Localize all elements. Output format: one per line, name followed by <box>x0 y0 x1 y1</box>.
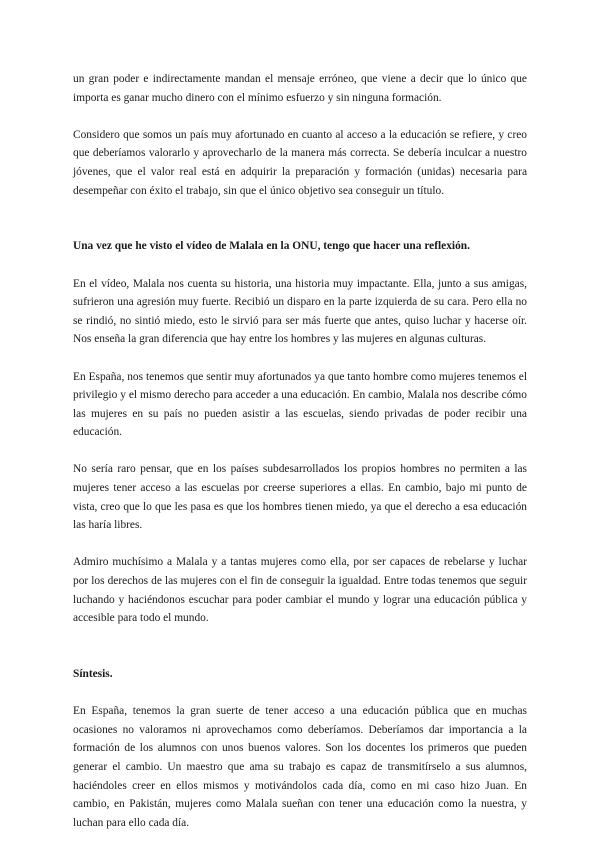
paragraph-spain-privilege: En España, nos tenemos que sentir muy afortunados ya que tanto hombre como mujeres tenemos el privilegio y el mismo derecho para acceder a una educación. En cambio, Malala nos describe cómo las mujeres en su país no pueden asistir a las escuelas, siendo privadas de poder recibir una educación. <box>73 370 527 439</box>
section-heading-synthesis: Síntesis. <box>73 668 113 680</box>
paragraph-malala-story: En el vídeo, Malala nos cuenta su historia, una historia muy impactante. Ella, junto a sus amigas, sufrieron una agresión muy fuerte. Recibió un disparo en la parte izquierda de su cara. Pero ella no se rindió, no sintió miedo, esto le sirvió para ser más fuerte que antes, quiso luchar y hacerse oír. Nos enseña la gran diferencia que hay entre los hombres y las mujeres en algunas culturas. <box>73 277 527 346</box>
paragraph-admiration: Admiro muchísimo a Malala y a tantas mujeres como ella, por ser capaces de rebelarse y luchar por los derechos de las mujeres con el fin de conseguir la igualdad. Entre todas tenemos que seguir luchando y haciéndonos escuchar para poder cambiar el mundo y lograr una educación pública y accesible para todo el mundo. <box>73 556 527 625</box>
document-body <box>73 70 527 832</box>
paragraph-synthesis: En España, tenemos la gran suerte de tener acceso a una educación pública que en muchas ocasiones no valoramos ni aprovechamos como deberíamos. Deberíamos dar importancia a la formación de los alumnos con unos buenos valores. Son los docentes los primeros que pueden generar el cambio. Un maestro que ama su trabajo es capaz de transmitírselo a sus alumnos, haciéndoles creer en ellos mismos y motivándolos cada día, como en mi caso hizo Juan. En cambio, en Pakistán, mujeres como Malala sueñan con tener una educación como la nuestra, y luchan para ello cada día. <box>73 705 527 829</box>
section-heading-malala: Una vez que he visto el vídeo de Malala en la ONU, tengo que hacer una reflexión. <box>73 240 470 253</box>
paragraph-education-access: Considero que somos un país muy afortunado en cuanto al acceso a la educación se refiere, y creo que deberíamos valorarlo y aprovecharlo de la manera más correcta. Se debería inculcar a nuestro jóvenes, que el valor real está en adquirir la preparación y formación (unidas) necesaria para desempeñar con éxito el trabajo, sin que el único objetivo sea conseguir un título. <box>73 128 527 197</box>
paragraph-underdeveloped-countries: No sería raro pensar, que en los países subdesarrollados los propios hombres no permiten a las mujeres tener acceso a las escuelas por creerse superiores a ellas. En cambio, bajo mi punto de vista, creo que lo que les pasa es que los hombres tienen miedo, ya que el derecho a esa educación las haría libres. <box>73 463 527 532</box>
paragraph-intro-continuation: un gran poder e indirectamente mandan el mensaje erróneo, que viene a decir que lo único que importa es ganar mucho dinero con el mínimo esfuerzo y sin ninguna formación. <box>73 73 527 104</box>
